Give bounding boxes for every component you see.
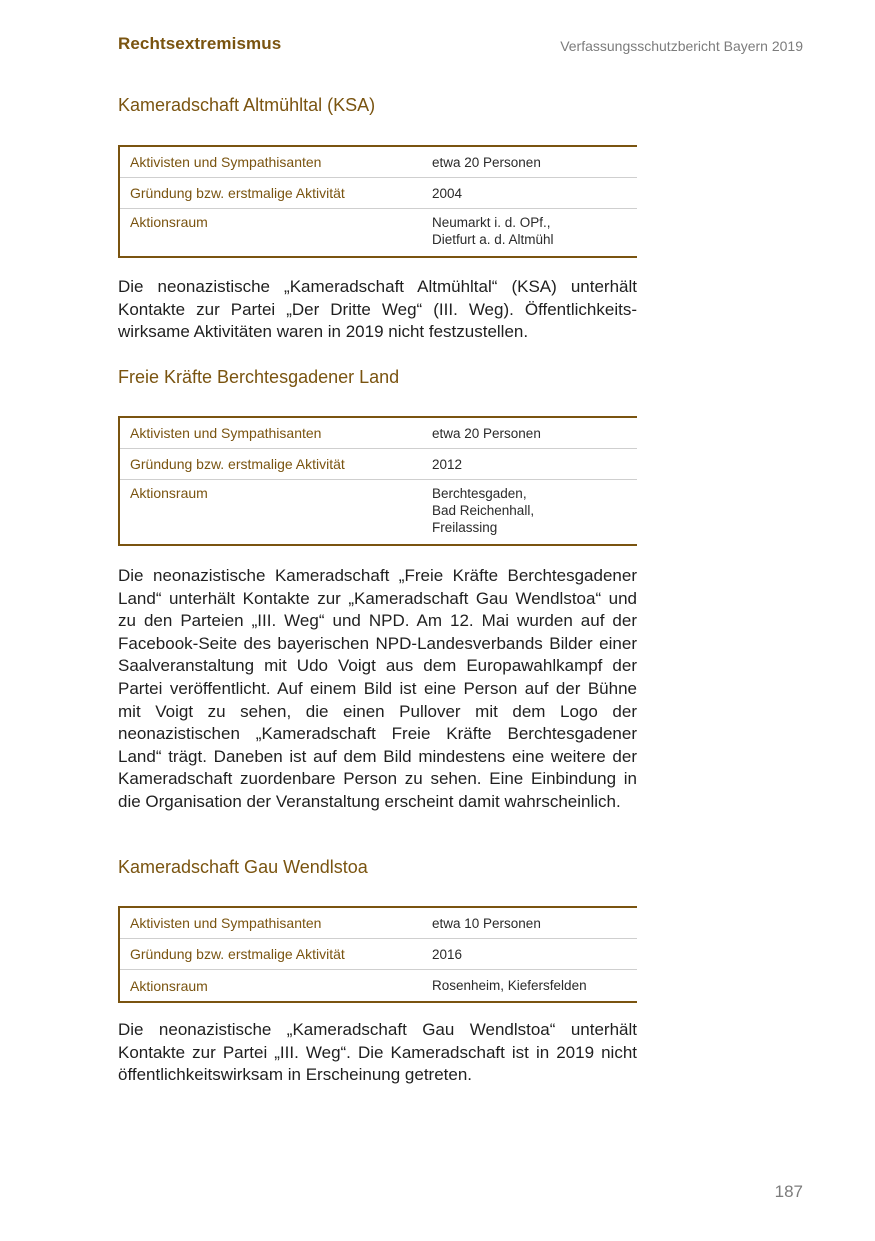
row-label: Gründung bzw. erstmalige Aktivität bbox=[130, 946, 345, 962]
row-value: Neumarkt i. d. OPf., Dietfurt a. d. Altmühl bbox=[432, 215, 554, 247]
row-label: Gründung bzw. erstmalige Aktivität bbox=[130, 185, 345, 201]
row-label: Aktivisten und Sympathisanten bbox=[130, 154, 322, 170]
table-row bbox=[120, 418, 637, 449]
table-row bbox=[120, 480, 637, 544]
body-paragraph: Die neonazistische „Kameradschaft Altmühltal“ (KSA) unterhält Kontakte zur Partei „Der Dritte Weg“ (III. Weg). Öffentlichkeitswirksame Aktivitäten waren in 2019 nicht festzustellen. bbox=[118, 277, 637, 342]
row-value: etwa 20 Personen bbox=[432, 425, 541, 441]
row-label: Gründung bzw. erstmalige Aktivität bbox=[130, 456, 345, 472]
row-label: Aktivisten und Sympathisanten bbox=[130, 425, 322, 441]
row-value: Berchtesgaden, Bad Reichenhall, Freilassing bbox=[432, 486, 535, 535]
chapter-title: Rechtsextremismus bbox=[118, 34, 282, 53]
table-row bbox=[120, 209, 637, 256]
row-value: 2012 bbox=[432, 456, 463, 472]
table-row bbox=[120, 178, 637, 209]
row-value: Rosenheim, Kiefersfelden bbox=[432, 978, 587, 993]
table-row bbox=[120, 147, 637, 178]
row-label: Aktionsraum bbox=[130, 485, 208, 501]
row-label: Aktivisten und Sympathisanten bbox=[130, 915, 322, 931]
section-title: Kameradschaft Altmühltal (KSA) bbox=[118, 95, 376, 115]
row-value: 2016 bbox=[432, 946, 463, 962]
row-value: etwa 10 Personen bbox=[432, 915, 541, 931]
row-label: Aktionsraum bbox=[130, 977, 208, 994]
info-table bbox=[118, 906, 637, 1003]
row-value: 2004 bbox=[432, 185, 463, 201]
info-table bbox=[118, 145, 637, 258]
table-row bbox=[120, 970, 637, 1001]
document-title: Verfassungsschutzbericht Bayern 2019 bbox=[560, 38, 803, 54]
body-paragraph: Die neonazistische „Kameradschaft Gau Wendlstoa“ unterhält Kontakte zur Partei „III. Weg“. Die Kameradschaft ist in 2019 nicht öffentlichkeitswirksam in Erscheinung getreten. bbox=[118, 1020, 637, 1085]
table-row bbox=[120, 939, 637, 970]
row-label: Aktionsraum bbox=[130, 214, 208, 230]
info-table bbox=[118, 416, 637, 546]
table-row bbox=[120, 449, 637, 480]
body-paragraph: Die neonazistische Kameradschaft „Freie Kräfte Berchtesgadener Land“ unterhält Kontakte zur „Kameradschaft Gau Wendlstoa“ und zu den Parteien „III. Weg“ und NPD. Am 12. Mai wurden auf der Facebook-Seite des bayerischen NPD-Landesverbands Bilder einer Saalveranstaltung mit Udo Voigt aus dem Europawahlkampf der Partei veröffentlicht. Auf einem Bild ist eine Person auf der Bühne mit Voigt zu sehen, die einen Pullover mit dem Logo der neonazistischen „Kameradschaft Freie Kräfte Berchtesgadener Land“ trägt. Daneben ist auf dem Bild mindestens eine weitere der Kameradschaft zuordenbare Person zu sehen. Eine Einbindung in die Organisation der Veranstaltung erscheint damit wahrscheinlich. bbox=[118, 566, 637, 811]
section-title: Freie Kräfte Berchtesgadener Land bbox=[118, 367, 400, 387]
row-value: etwa 20 Personen bbox=[432, 154, 541, 170]
section-title: Kameradschaft Gau Wendlstoa bbox=[118, 857, 368, 877]
page-number: 187 bbox=[774, 1182, 803, 1201]
table-row bbox=[120, 908, 637, 939]
